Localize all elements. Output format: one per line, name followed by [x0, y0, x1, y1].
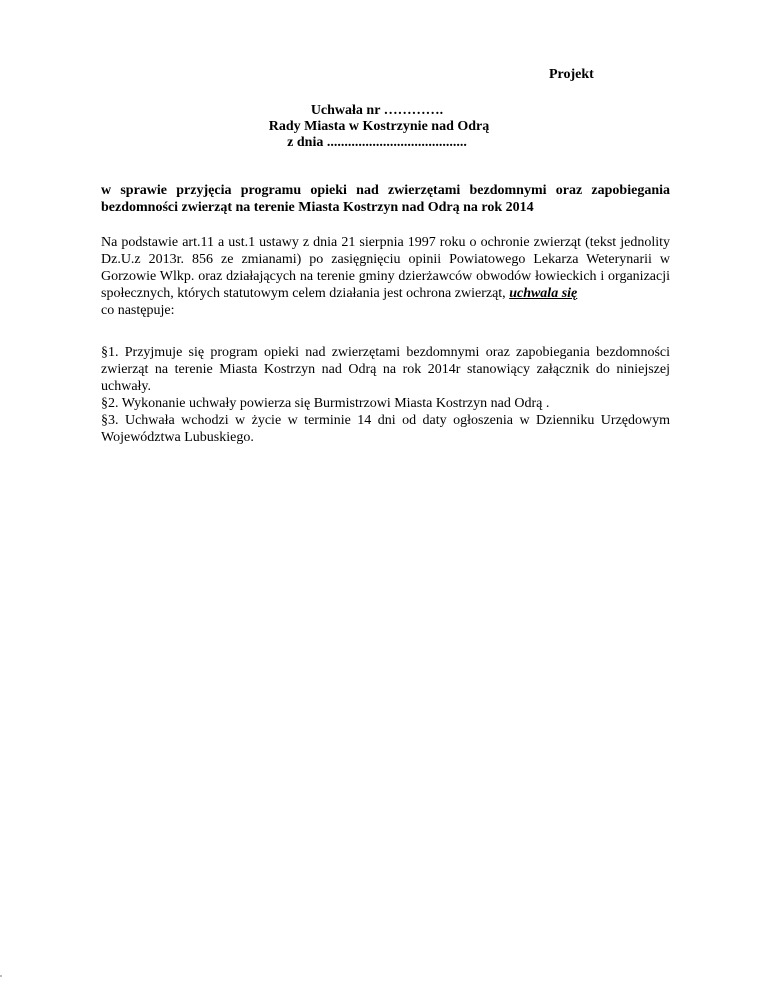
scan-artifact [0, 975, 2, 977]
legal-basis-ending: co następuje: [101, 303, 175, 318]
project-label: Projekt [549, 67, 594, 82]
council-name: Rady Miasta w Kostrzynie nad Odrą [268, 119, 490, 134]
resolution-number: Uchwała nr …………. [310, 103, 444, 118]
resolution-header [0, 103, 768, 151]
legal-basis [101, 234, 670, 319]
legal-basis-emphasis: uchwala się [509, 286, 578, 301]
resolution-date: z dnia ........................................ [287, 135, 467, 150]
resolution-subject: w sprawie przyjęcia programu opieki nad zwierzętami bezdomnymi oraz zapobiegania bezdomności zwierząt na terenie Miasta Kostrzyn nad Odrą na rok 2014 [101, 183, 670, 215]
paragraph-2: §2. Wykonanie uchwały powierza się Burmistrzowi Miasta Kostrzyn nad Odrą . [101, 396, 550, 411]
legal-basis-text: Na podstawie art.11 a ust.1 ustawy z dnia 21 sierpnia 1997 roku o ochronie zwierząt (tekst jednolity Dz.U.z 2013r. 856 ze zmianami) po zasięgnięciu opinii Powiatowego Lekarza Weterynarii w Gorzowie Wlkp. oraz działających na terenie gminy dzierżawców obwodów łowieckich i organizacji społecznych, których statutowym celem działania jest ochrona zwierząt, [101, 235, 670, 301]
paragraph-1: §1. Przyjmuje się program opieki nad zwierzętami bezdomnymi oraz zapobiegania bezdomności zwierząt na terenie Miasta Kostrzyn nad Odrą na rok 2014r stanowiący załącznik do niniejszej uchwały. [101, 345, 670, 394]
resolution-paragraphs [101, 344, 670, 446]
paragraph-3: §3. Uchwała wchodzi w życie w terminie 14 dni od daty ogłoszenia w Dzienniku Urzędowym Województwa Lubuskiego. [101, 413, 670, 445]
